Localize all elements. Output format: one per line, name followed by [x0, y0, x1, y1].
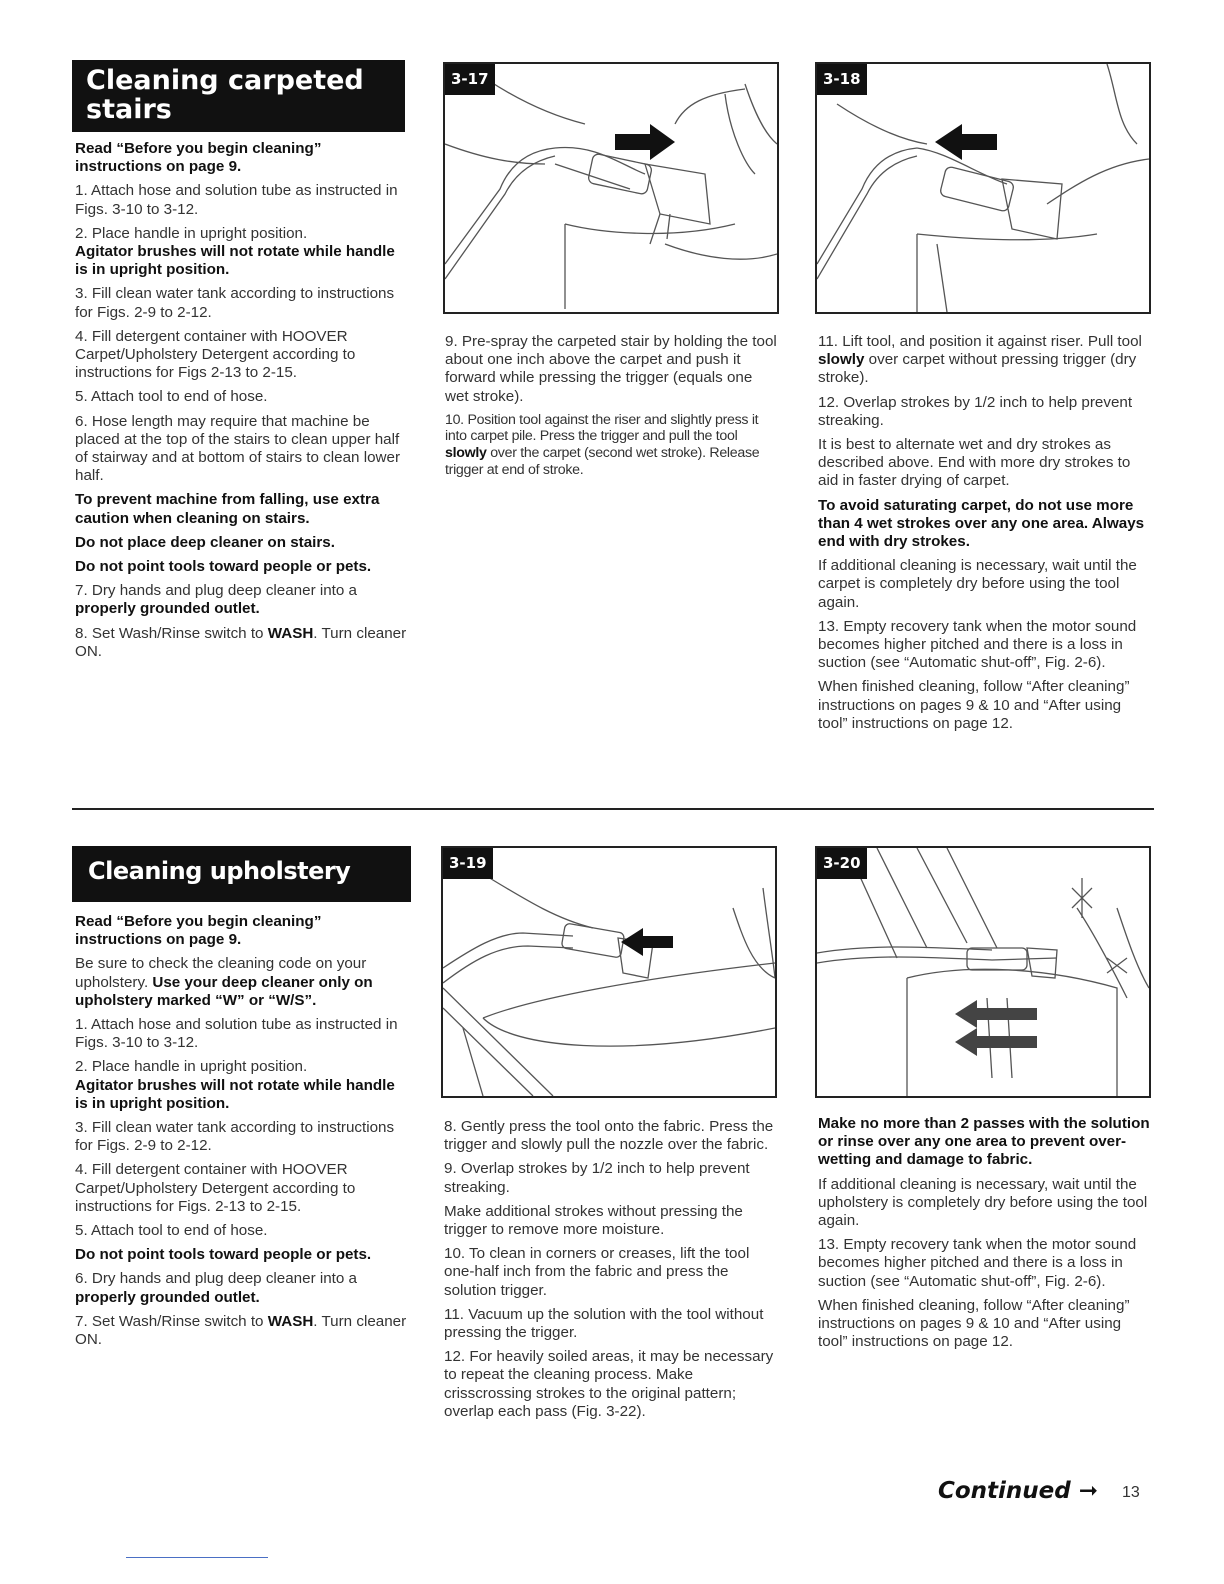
step-9: 9. Overlap strokes by 1/2 inch to help prevent streaking. — [444, 1160, 750, 1196]
stairs-column-3 — [818, 333, 1152, 739]
finished-note: When finished cleaning, follow “After cleaning” instructions on pages 9 & 10 and “After using tool” instructions on page 12. — [818, 678, 1130, 732]
additional-strokes: Make additional strokes without pressing the trigger to remove more moisture. — [444, 1202, 743, 1239]
step-10: 10. To clean in corners or creases, lift the tool one-half inch from the fabric and press the solution trigger. — [444, 1245, 750, 1299]
step-7-end: . Turn cleaner ON. — [75, 1312, 407, 1349]
step-3: 3. Fill clean water tank according to instructions for Figs. 2-9 to 2-12. — [75, 285, 395, 321]
cleaning-code-text: Be sure to check the cleaning code on your upholstery. — [75, 955, 367, 991]
stairs-tool-illustration — [445, 64, 777, 312]
step-8-text: 8. Set Wash/Rinse switch to — [75, 624, 268, 642]
step-11-end: over carpet without pressing trigger (dry stroke). — [818, 351, 1137, 387]
step-5: 5. Attach tool to end of hose. — [75, 1222, 268, 1240]
agitator-warning: Agitator brushes will not rotate while handle is in upright position. — [75, 1076, 395, 1112]
step-6-bold: properly grounded outlet. — [75, 1288, 260, 1306]
step-9: 9. Pre-spray the carpeted stair by holding the tool about one inch above the carpet and push it forward while pressing the trigger (equals one wet stroke). — [445, 333, 777, 405]
arrow-right-icon — [615, 124, 675, 160]
section-title-line1: Cleaning carpeted — [86, 65, 364, 96]
step-4: 4. Fill detergent container with HOOVER Carpet/Upholstery Detergent according to instructions for Figs. 2-13 to 2-15. — [75, 1161, 356, 1215]
additional-cleaning: If additional cleaning is necessary, wait until the carpet is completely dry before using the tool again. — [818, 557, 1137, 611]
alternate-tip: It is best to alternate wet and dry strokes as described above. End with more dry strokes to aid in faster drying of carpet. — [818, 436, 1131, 490]
step-10-bold: slowly — [445, 445, 487, 461]
step-8: 8. Gently press the tool onto the fabric. Press the trigger and slowly pull the nozzle over the fabric. — [444, 1118, 774, 1154]
step-7-bold: properly grounded outlet. — [75, 600, 260, 618]
step-8-bold: WASH — [267, 624, 314, 642]
arrow-left-icon — [955, 1028, 1037, 1056]
step-10-text: 10. Position tool against the riser and slightly press it into carpet pile. Press the trigger and pull the tool — [445, 411, 759, 445]
page-number: 13 — [1122, 1484, 1140, 1501]
cleaning-code-bold: Use your deep cleaner only on upholstery marked “W” or “W/S”. — [75, 973, 373, 1009]
section-title-upholstery — [72, 846, 411, 902]
stairs-tool-illustration — [817, 64, 1149, 312]
additional-cleaning: If additional cleaning is necessary, wait until the upholstery is completely dry before using the tool again. — [818, 1175, 1148, 1230]
step-11-text: 11. Lift tool, and position it against riser. Pull tool — [818, 333, 1142, 350]
step-13: 13. Empty recovery tank when the motor sound becomes higher pitched and there is a loss in suction (see “Automatic shut-off”, Fig. 2-6). — [818, 1236, 1137, 1290]
arrow-left-icon — [935, 124, 997, 160]
upholstery-column-1 — [75, 913, 410, 1355]
step-7 — [75, 1313, 410, 1349]
point-tools-warning: Do not point tools toward people or pets. — [75, 1246, 372, 1264]
over-wetting-warning: Make no more than 2 passes with the solution or rinse over any one area to prevent over-wetting and damage to fabric. — [818, 1115, 1150, 1169]
figure-3-18 — [815, 62, 1151, 314]
point-tools-warning: Do not point tools toward people or pets. — [75, 558, 372, 576]
step-1: 1. Attach hose and solution tube as instructed in Figs. 3-10 to 3-12. — [75, 182, 398, 218]
step-7-text: 7. Dry hands and plug deep cleaner into a — [75, 582, 358, 600]
read-before-note: Read “Before you begin cleaning” instructions on page 9. — [75, 140, 322, 176]
step-8-end: . Turn cleaner ON. — [75, 624, 407, 660]
upholstery-column-3 — [818, 1115, 1152, 1357]
figure-label: 3-19 — [443, 848, 493, 879]
figure-label: 3-20 — [817, 848, 867, 879]
stairs-warning: Do not place deep cleaner on stairs. — [75, 533, 335, 551]
step-2 — [75, 225, 410, 280]
step-2 — [75, 1058, 410, 1113]
section-title-text: Cleaning upholstery — [88, 857, 351, 885]
saturate-warning: To avoid saturating carpet, do not use more than 4 wet strokes over any one area. Always end with dry strokes. — [818, 496, 1145, 551]
figure-label: 3-17 — [445, 64, 495, 95]
finished-note: When finished cleaning, follow “After cleaning” instructions on pages 9 & 10 and “After using tool” instructions on page 12. — [818, 1296, 1130, 1351]
upholstery-tool-illustration — [443, 848, 775, 1096]
read-before-note: Read “Before you begin cleaning” instructions on page 9. — [75, 913, 322, 949]
step-6: 6. Hose length may require that machine be placed at the top of the stairs to clean upper half of stairway and at bottom of stairs to clean lower half. — [75, 412, 400, 485]
section-divider — [72, 808, 1154, 810]
figure-label: 3-18 — [817, 64, 867, 95]
step-10-end: over the carpet (second wet stroke). Release trigger at end of stroke. — [445, 445, 760, 478]
falling-warning: To prevent machine from falling, use extra caution when cleaning on stairs. — [75, 491, 380, 527]
step-7-text: 7. Set Wash/Rinse switch to — [75, 1312, 268, 1330]
step-12: 12. Overlap strokes by 1/2 inch to help prevent streaking. — [818, 393, 1133, 429]
figure-3-19 — [441, 846, 777, 1098]
step-13: 13. Empty recovery tank when the motor sound becomes higher pitched and there is a loss in suction (see “Automatic shut-off”, Fig. 2-6). — [818, 617, 1137, 672]
stairs-column-1 — [75, 140, 410, 667]
section-title-carpeted-stairs — [72, 60, 405, 132]
step-4: 4. Fill detergent container with HOOVER Carpet/Upholstery Detergent according to instructions for Figs 2-13 to 2-15. — [75, 327, 356, 382]
step-8 — [75, 625, 410, 661]
step-11-bold: slowly — [818, 351, 865, 369]
step-6 — [75, 1270, 410, 1306]
step-11: 11. Vacuum up the solution with the tool without pressing the trigger. — [444, 1305, 764, 1342]
cleaning-code-note — [75, 955, 410, 1010]
figure-3-17 — [443, 62, 779, 314]
step-6-text: 6. Dry hands and plug deep cleaner into a — [75, 1270, 358, 1288]
bottom-rule — [126, 1557, 268, 1558]
figure-3-20 — [815, 846, 1151, 1098]
arrow-left-icon — [955, 1000, 1037, 1028]
agitator-warning: Agitator brushes will not rotate while handle is in upright position. — [75, 243, 395, 279]
upholstery-tool-illustration — [817, 848, 1149, 1096]
continued-label: Continued ➞ — [938, 1478, 1099, 1504]
step-12: 12. For heavily soiled areas, it may be necessary to repeat the cleaning process. Make crisscrossing strokes to the original pattern; overlap each pass (Fig. 3-22). — [444, 1348, 774, 1420]
stairs-column-2 — [445, 333, 777, 484]
step-5: 5. Attach tool to end of hose. — [75, 388, 268, 406]
step-2-text: 2. Place handle in upright position. — [75, 224, 308, 242]
arrow-left-icon — [621, 928, 673, 956]
step-7 — [75, 582, 410, 618]
step-2-text: 2. Place handle in upright position. — [75, 1058, 308, 1076]
step-1: 1. Attach hose and solution tube as instructed in Figs. 3-10 to 3-12. — [75, 1016, 398, 1052]
section-title-line2: stairs — [86, 94, 172, 125]
step-10 — [445, 412, 777, 478]
step-11 — [818, 333, 1152, 388]
upholstery-column-2 — [444, 1118, 778, 1427]
step-7-bold: WASH — [267, 1312, 314, 1330]
step-3: 3. Fill clean water tank according to instructions for Figs. 2-9 to 2-12. — [75, 1119, 395, 1155]
